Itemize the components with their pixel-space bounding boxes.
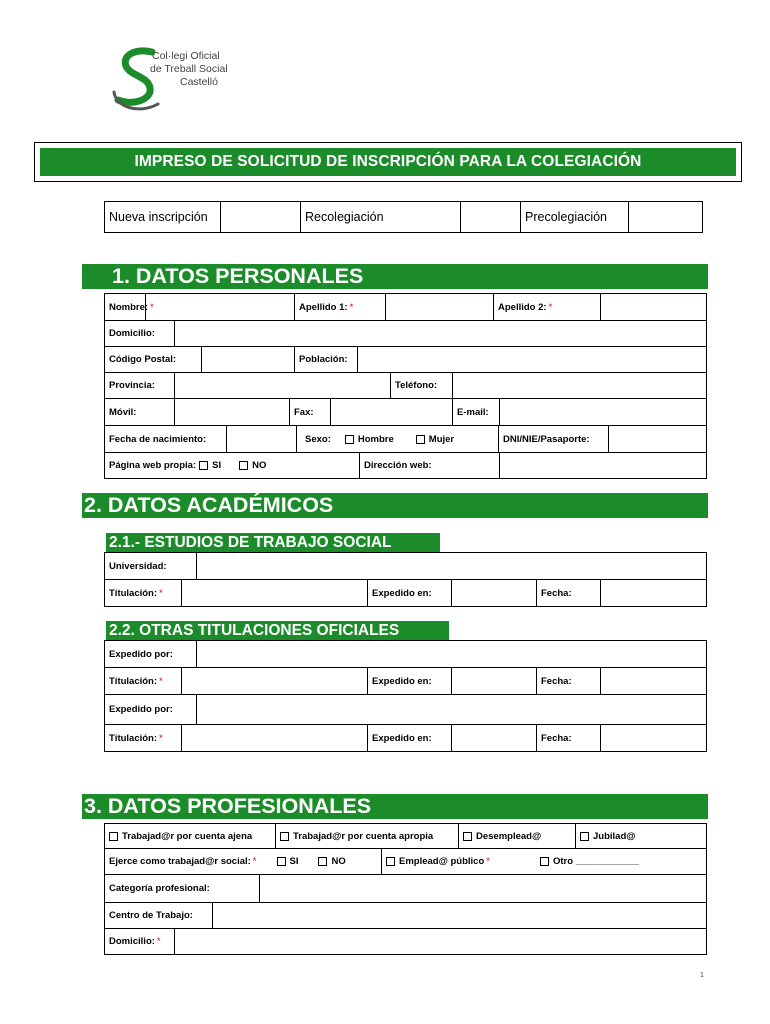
logo-line-2: de Treball Social [150,63,228,75]
codigo-postal-label: Código Postal: [109,354,177,365]
section-2-heading: 2. DATOS ACADÉMICOS [82,493,708,518]
web-no-checkbox[interactable] [239,461,248,470]
row-titulacion-1 [105,580,706,606]
domicilio-trabajo-input[interactable] [174,929,706,954]
ejerce-si-checkbox[interactable] [277,857,286,866]
sexo-label: Sexo: [305,433,331,445]
domicilio-input[interactable] [174,321,706,346]
cuenta-ajena-checkbox[interactable] [109,832,118,841]
fecha-2-label: Fecha: [536,668,600,694]
college-logo [112,46,252,114]
categoria-label: Categoría profesional: [109,883,210,894]
poblacion-label: Población: [294,347,357,372]
provincia-input[interactable] [174,373,390,398]
type-nueva-box[interactable] [221,202,301,232]
section-3-heading: 3. DATOS PROFESIONALES [82,794,708,819]
direccion-web-input[interactable] [499,453,706,478]
row-codigo-postal [105,347,706,373]
domicilio-trabajo-label: Domicilio: * [109,936,161,947]
inscription-type-row [104,201,703,233]
social-work-studies-grid [104,552,707,607]
nombre-input[interactable] [145,294,294,320]
expedido-en-2-input[interactable] [451,668,536,694]
logo-line-3: Castelló [180,76,218,88]
fecha-1-input[interactable] [600,580,706,606]
subsection-2-2-heading: 2.2. OTRAS TITULACIONES OFICIALES [106,621,449,640]
movil-input[interactable] [174,399,289,425]
email-label: E-mail: [452,399,499,425]
row-titulacion-2 [105,668,706,695]
fecha-2-input[interactable] [600,668,706,694]
type-recolegiacion-label: Recolegiación [301,202,461,232]
expedido-en-3-input[interactable] [451,725,536,751]
cuenta-ajena-option[interactable]: Trabajad@r por cuenta ajena [105,824,275,848]
professional-data-grid [104,823,707,955]
expedido-en-1-label: Expedido en: [367,580,451,606]
row-titulacion-3 [105,725,706,751]
hombre-checkbox[interactable] [345,435,354,444]
subsection-2-1-heading: 2.1.- ESTUDIOS DE TRABAJO SOCIAL [106,533,440,552]
codigo-postal-input[interactable] [201,347,294,372]
dni-label: DNI/NIE/Pasaporte: [498,426,608,452]
expedido-en-1-input[interactable] [451,580,536,606]
row-nombre [105,294,706,321]
other-degrees-grid [104,640,707,752]
type-recolegiacion-box[interactable] [461,202,521,232]
desemplead-checkbox[interactable] [463,832,472,841]
row-ejerce [105,849,706,875]
dni-input[interactable] [608,426,706,452]
row-fecha-nacimiento [105,426,706,453]
cuenta-propia-option[interactable]: Trabajad@r por cuenta apropia [275,824,458,848]
universidad-input[interactable] [196,553,706,579]
apellido2-label: Apellido 2: * [493,294,600,320]
ejerce-si-option[interactable]: SI [277,856,299,867]
fax-label: Fax: [289,399,330,425]
fax-input[interactable] [330,399,452,425]
web-si-checkbox[interactable] [199,461,208,470]
row-expedido-por-2 [105,695,706,725]
expedido-por-1-label: Expedido por: [109,648,173,660]
telefono-input[interactable] [452,373,706,398]
logo-text [152,50,228,89]
fecha-3-label: Fecha: [536,725,600,751]
fecha-1-label: Fecha: [536,580,600,606]
row-universidad [105,553,706,580]
type-precolegiacion-label: Precolegiación [521,202,629,232]
ejerce-no-checkbox[interactable] [318,857,327,866]
logo-line-1: Col·legi Oficial [152,50,220,62]
empleado-publico-option[interactable]: Emplead@ público * [381,849,536,874]
pagina-web-si-option[interactable]: SI [199,460,221,471]
titulacion-3-label: Títulación: * [109,732,163,744]
categoria-input[interactable] [259,875,706,902]
titulacion-2-input[interactable] [181,668,367,694]
sexo-group [296,426,498,452]
expedido-en-3-label: Expedido en: [367,725,451,751]
row-domicilio [105,321,706,347]
provincia-label: Provincia: [109,380,155,391]
email-input[interactable] [499,399,706,425]
sexo-hombre-option[interactable]: Hombre [345,434,394,445]
ejerce-group [105,849,381,874]
form-title-box [34,142,742,182]
cuenta-propia-checkbox[interactable] [280,832,289,841]
direccion-web-label: Dirección web: [359,453,499,478]
personal-data-grid [104,293,707,479]
row-categoria [105,875,706,903]
poblacion-input[interactable] [357,347,706,372]
otro-checkbox[interactable] [540,857,549,866]
expedido-por-2-label: Expedido por: [109,704,173,715]
type-nueva-label: Nueva inscripción [105,202,221,232]
universidad-label: Universidad: [109,560,167,572]
expedido-por-1-input[interactable] [196,641,706,667]
movil-label: Móvil: [109,406,137,418]
type-precolegiacion-box[interactable] [629,202,702,232]
titulacion-1-label: Títulación: * [109,587,163,599]
titulacion-1-input[interactable] [181,580,367,606]
otro-option[interactable]: Otro ____________ [536,849,706,874]
ejerce-no-option[interactable]: NO [318,856,345,867]
row-movil [105,399,706,426]
mujer-checkbox[interactable] [416,435,425,444]
row-employment-status [105,824,706,849]
desemplead-option[interactable]: Desemplead@ [458,824,575,848]
fecha-nacimiento-label: Fecha de nacimiento: [109,433,207,445]
expedido-por-2-input[interactable] [196,695,706,724]
domicilio-label: Domicilio: [109,328,155,339]
pagina-web-group [105,453,359,478]
ejerce-label: Ejerce como trabajad@r social: * [109,856,257,867]
apellido2-input[interactable] [600,294,706,320]
section-1-heading: 1. DATOS PERSONALES [82,264,708,289]
row-expedido-por-1 [105,641,706,668]
row-domicilio-trabajo [105,929,706,954]
pagina-web-no-option[interactable]: NO [239,460,266,471]
jubilad-option[interactable]: Jubilad@ [575,824,706,848]
row-pagina-web [105,453,706,478]
telefono-label: Teléfono: [390,373,452,398]
jubilad-checkbox[interactable] [580,832,589,841]
pagina-web-label: Página web propia: [109,460,197,471]
titulacion-3-input[interactable] [181,725,367,751]
centro-label: Centro de Trabajo: [109,910,193,921]
sexo-mujer-option[interactable]: Mujer [416,434,454,445]
empleado-publico-checkbox[interactable] [386,857,395,866]
centro-input[interactable] [212,903,706,928]
fecha-3-input[interactable] [600,725,706,751]
nombre-label: Nombre: * [109,301,154,313]
page-number: 1 [700,972,704,979]
apellido1-input[interactable] [385,294,493,320]
apellido1-label: Apellido 1: * [294,294,385,320]
expedido-en-2-label: Expedido en: [367,668,451,694]
row-provincia [105,373,706,399]
fecha-nacimiento-input[interactable] [226,426,296,452]
form-title: IMPRESO DE SOLICITUD DE INSCRIPCIÓN PARA LA COLEGIACIÓN [40,148,736,176]
row-centro [105,903,706,929]
titulacion-2-label: Títulación: * [109,675,163,687]
